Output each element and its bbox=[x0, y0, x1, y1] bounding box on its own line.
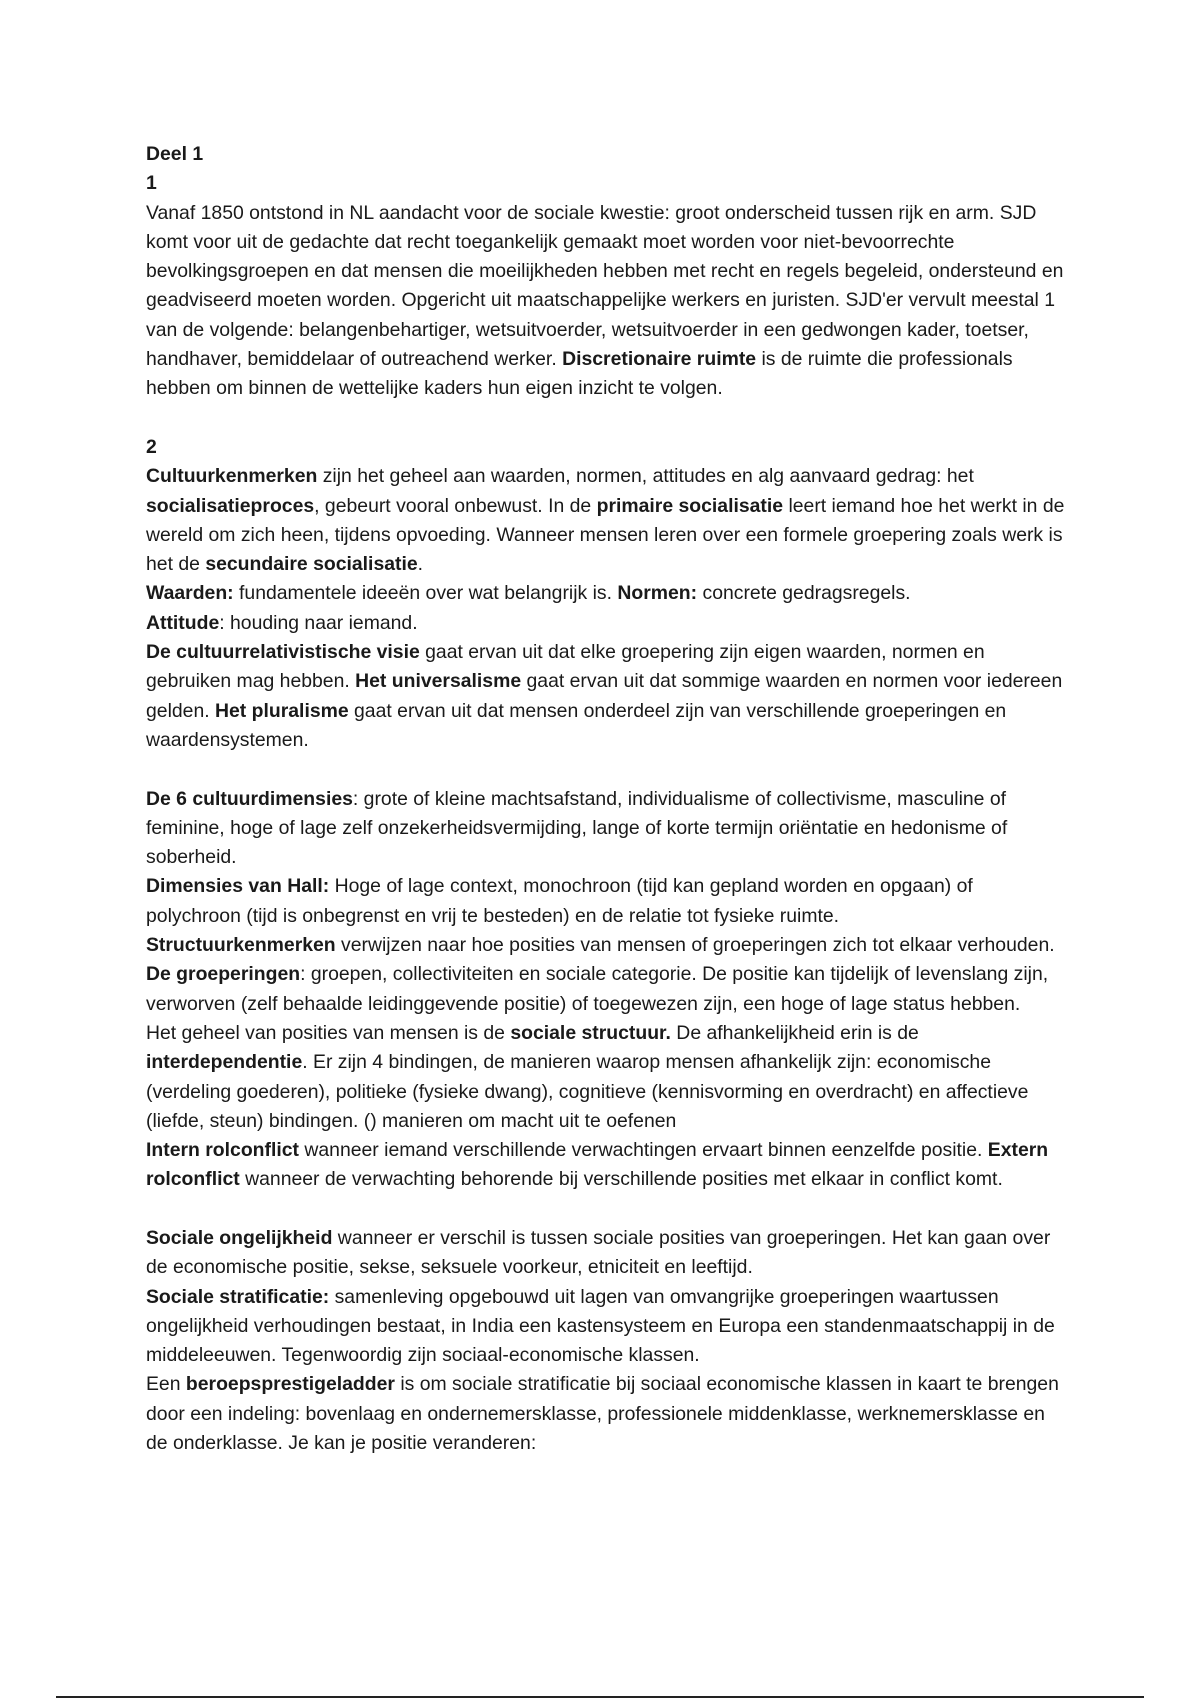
text-run: : houding naar iemand. bbox=[219, 611, 418, 634]
text-run: wanneer iemand verschillende verwachtingen ervaart binnen eenzelfde positie. bbox=[298, 1139, 988, 1162]
text-run: concrete gedragsregels. bbox=[697, 582, 911, 605]
text-run: . bbox=[417, 553, 424, 576]
section-number-2: 2 bbox=[146, 435, 157, 458]
term-discretionaire-ruimte: Discretionaire ruimte bbox=[562, 348, 757, 371]
text-run: is om sociale stratificatie bij sociaal economische klassen in kaart te brengen door een indeling: bovenlaag en ondernemersklasse, professionele middenklasse, werknemersklasse en de onderklasse. Je kan je positie veranderen: bbox=[146, 1373, 1059, 1455]
term-sociale-ongelijkheid: Sociale ongelijkheid bbox=[146, 1226, 333, 1249]
term-intern-rolconflict: Intern rolconflict bbox=[146, 1139, 299, 1162]
term-extern-rolconflict: Extern rolconflict bbox=[146, 1139, 1049, 1191]
paragraph-structuurkenmerken bbox=[146, 931, 1066, 1019]
paragraph-sjd-intro bbox=[146, 199, 1066, 404]
text-run: verwijzen naar hoe posities van mensen of groeperingen zich tot elkaar verhouden. bbox=[335, 934, 1055, 957]
text-run: gaat ervan uit dat elke groepering zijn eigen waarden, normen en gebruiken mag hebben. bbox=[146, 641, 985, 693]
paragraph-attitude bbox=[146, 609, 1066, 638]
term-sociale-stratificatie: Sociale stratificatie: bbox=[146, 1285, 330, 1308]
term-groeperingen: De groeperingen bbox=[146, 963, 301, 986]
text-run: samenleving opgebouwd uit lagen van omvangrijke groeperingen waartussen ongelijkheid verhoudingen bestaat, in India een kastensysteem en Europa een standenmaatschappij in de middeleeuwen. Tegenwoordig zijn sociaal-economische klassen. bbox=[146, 1285, 1055, 1367]
paragraph-visies bbox=[146, 638, 1066, 755]
text-run: wanneer er verschil is tussen sociale posities van groeperingen. Het kan gaan over de economische positie, sekse, seksuele voorkeur, etniciteit en leeftijd. bbox=[146, 1226, 1051, 1279]
text-run: Hoge of lage context, monochroon (tijd kan gepland worden en opgaan) of polychroon (tijd is onbegrenst en vrij te besteden) en de relatie tot fysieke ruimte. bbox=[146, 875, 973, 927]
text-run: leert iemand hoe het werkt in de wereld om zich heen, tijdens opvoeding. Wanneer mensen leren over een formele groepering zoals werk is het de bbox=[146, 494, 1065, 576]
term-primaire-socialisatie: primaire socialisatie bbox=[596, 494, 784, 517]
text-run: zijn het geheel aan waarden, normen, attitudes en alg aanvaard gedrag: het bbox=[317, 465, 974, 488]
term-attitude: Attitude bbox=[146, 611, 220, 634]
page-bottom-rule bbox=[56, 1696, 1144, 1698]
term-socialisatieproces: socialisatieproces bbox=[146, 494, 315, 517]
paragraph-spacer bbox=[146, 404, 1066, 433]
paragraph-dimensies-hall bbox=[146, 872, 1066, 931]
text-run: fundamentele ideeën over wat belangrijk is. bbox=[233, 582, 618, 605]
text-run: wanneer de verwachting behorende bij verschillende posities met elkaar in conflict komt. bbox=[239, 1168, 1003, 1191]
term-secundaire-socialisatie: secundaire socialisatie bbox=[205, 553, 418, 576]
document-page bbox=[146, 140, 1066, 1458]
text-run: Het geheel van posities van mensen is de bbox=[146, 1021, 511, 1044]
term-cultuurdimensies: De 6 cultuurdimensies bbox=[146, 787, 353, 810]
text-run: . Er zijn 4 bindingen, de manieren waarop mensen afhankelijk zijn: economische (verdeling goederen), politieke (fysieke dwang), cognitieve (kennisvorming en overdracht) en affectieve (liefde, steun) bindingen. () manieren om macht uit te oefenen bbox=[146, 1051, 1029, 1132]
paragraph-sociale-ongelijkheid bbox=[146, 1224, 1066, 1283]
term-interdependentie: interdependentie bbox=[146, 1051, 303, 1074]
term-waarden: Waarden: bbox=[146, 582, 234, 605]
term-beroepsprestigeladder: beroepsprestigeladder bbox=[185, 1373, 395, 1396]
text-run: gaat ervan uit dat sommige waarden en normen voor iedereen gelden. bbox=[146, 670, 1063, 722]
paragraph-cultuurkenmerken bbox=[146, 462, 1066, 579]
paragraph-beroepsprestigeladder bbox=[146, 1370, 1066, 1458]
section-number-1: 1 bbox=[146, 172, 157, 195]
term-sociale-structuur: sociale structuur. bbox=[510, 1021, 671, 1044]
text-run: is de ruimte die professionals hebben om binnen de wettelijke kaders hun eigen inzicht te volgen. bbox=[146, 348, 1013, 400]
term-universalisme: Het universalisme bbox=[355, 670, 522, 693]
term-structuurkenmerken: Structuurkenmerken bbox=[146, 934, 336, 957]
text-run: : groepen, collectiviteiten en sociale categorie. De positie kan tijdelijk of levenslang zijn, verworven (zelf behaalde leidinggevende positie) of toegewezen zijn, een hoge of lage status hebben. bbox=[146, 963, 1049, 1015]
text-run: : grote of kleine machtsafstand, individualisme of collectivisme, masculine of feminine, hoge of lage zelf onzekerheidsvermijding, lange of korte termijn oriëntatie en hedonisme of soberheid. bbox=[146, 787, 1008, 869]
term-dimensies-van-hall: Dimensies van Hall: bbox=[146, 875, 330, 898]
text-run: gaat ervan uit dat mensen onderdeel zijn van verschillende groeperingen en waardensystemen. bbox=[146, 699, 1007, 751]
paragraph-waarden-normen bbox=[146, 579, 1066, 608]
document-heading: Deel 1 bbox=[146, 143, 204, 165]
paragraph-spacer bbox=[146, 755, 1066, 784]
term-cultuurrelativistische-visie: De cultuurrelativistische visie bbox=[146, 641, 420, 664]
term-normen: Normen: bbox=[617, 582, 698, 605]
paragraph-rolconflict bbox=[146, 1136, 1066, 1195]
term-pluralisme: Het pluralisme bbox=[215, 699, 349, 722]
text-run: Vanaf 1850 ontstond in NL aandacht voor de sociale kwestie: groot onderscheid tussen rijk en arm. SJD komt voor uit de gedachte dat recht toegankelijk gemaakt moet worden voor niet-bevoorrechte bevolkingsgroepen en dat mensen die moeilijkheden hebben met recht en regels begeleid, ondersteund en geadviseerd moeten worden. Opgericht uit maatschappelijke werkers en juristen. SJD'er vervult meestal 1 van de volgende: belangenbehartiger, wetsuitvoerder, wetsuitvoerder in een gedwongen kader, toetser, handhaver, bemiddelaar of outreachend werker. bbox=[146, 201, 1064, 371]
term-cultuurkenmerken: Cultuurkenmerken bbox=[146, 465, 318, 488]
paragraph-sociale-structuur bbox=[146, 1019, 1066, 1136]
text-run: Een bbox=[146, 1373, 186, 1396]
text-run: De afhankelijkheid erin is de bbox=[670, 1021, 919, 1044]
text-run: , gebeurt vooral onbewust. In de bbox=[314, 494, 597, 517]
paragraph-sociale-stratificatie bbox=[146, 1283, 1066, 1371]
paragraph-cultuurdimensies bbox=[146, 785, 1066, 873]
paragraph-spacer bbox=[146, 1195, 1066, 1224]
